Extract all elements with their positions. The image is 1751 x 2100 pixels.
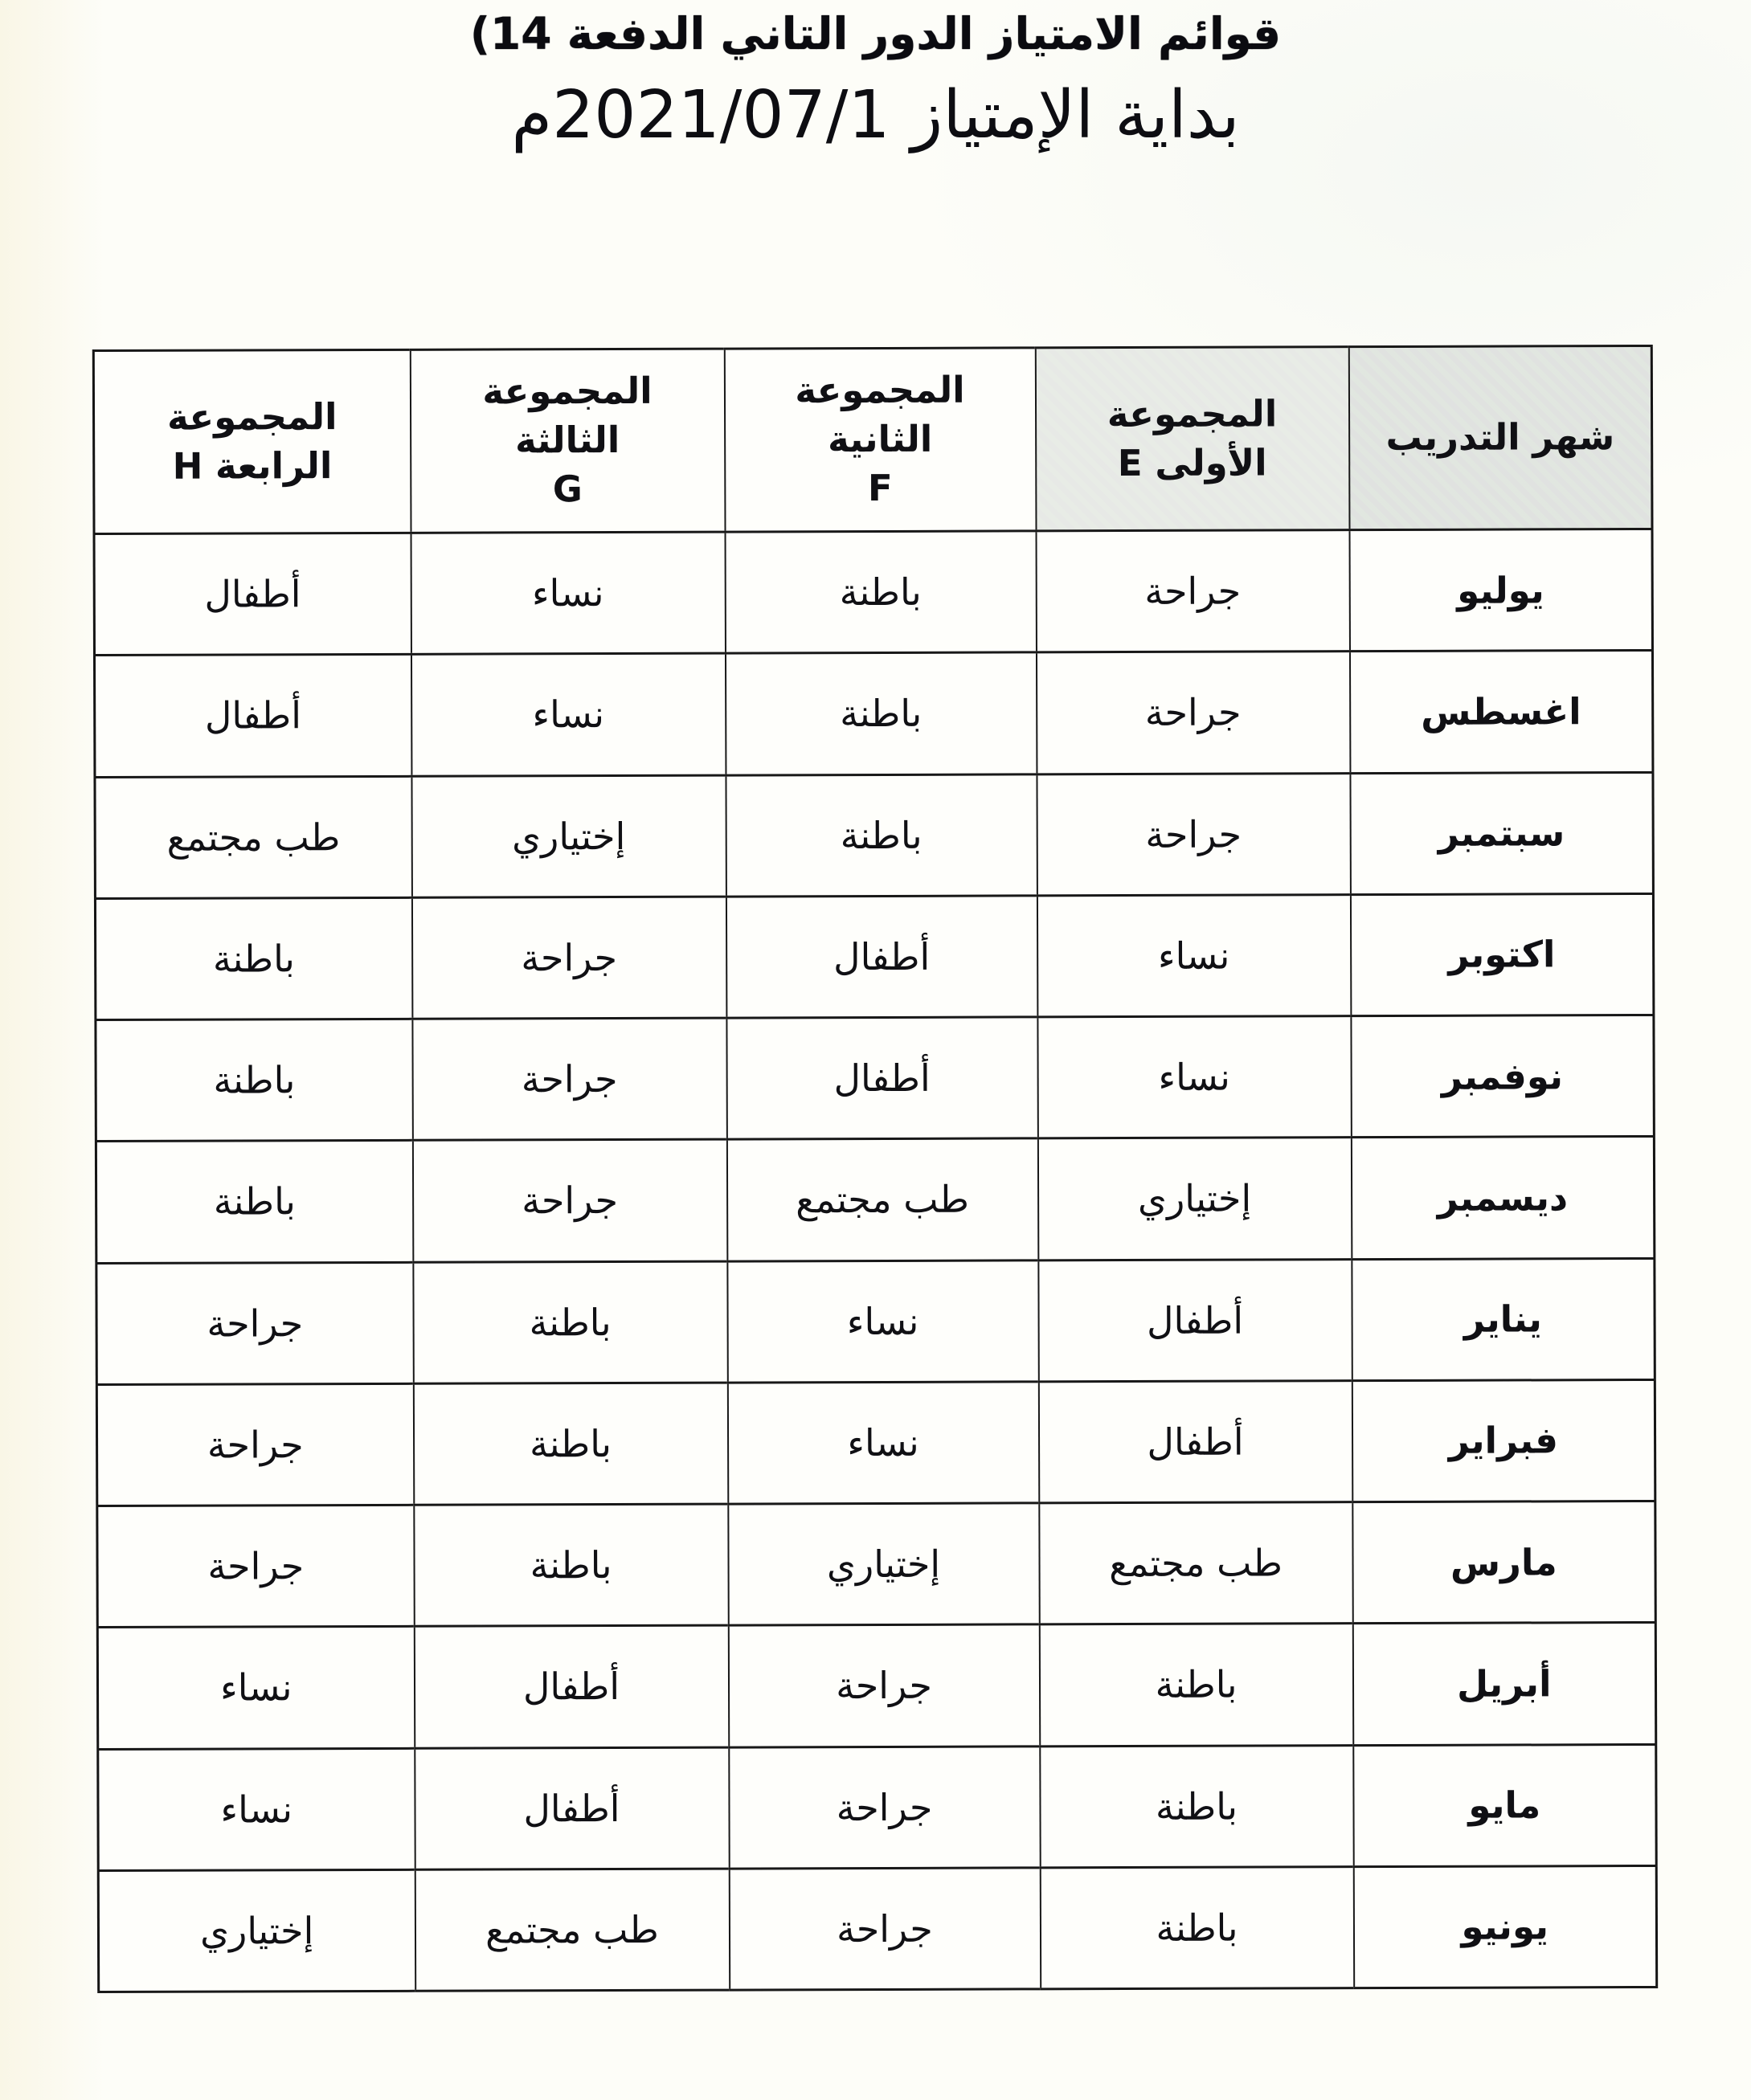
month-cell: يناير [1352,1258,1655,1380]
table-row [98,1865,1656,1992]
schedule-cell: باطنة [725,531,1036,653]
month-cell: اغسطس [1349,651,1652,773]
schedule-cell: جراحة [411,897,726,1019]
month-cell: سبتمبر [1350,772,1653,894]
header-cell-group-h [93,349,411,533]
schedule-cell: باطنة [96,1141,412,1263]
schedule-cell: جراحة [412,1018,726,1140]
table-row [96,1258,1655,1384]
schedule-cell: أطفال [94,533,411,655]
schedule-cell: طب مجتمع [415,1869,729,1991]
schedule-cell: أطفال [415,1747,729,1869]
header-label: G [552,468,583,511]
schedule-cell: باطنة [725,652,1036,774]
schedule-cell: باطنة [1040,1866,1353,1988]
table-row [95,772,1653,898]
schedule-cell: باطنة [96,1019,412,1141]
header-label: الثانية [827,417,933,461]
schedule-cell: إختياري [1037,1138,1351,1260]
schedule-cell: طب مجتمع [95,776,411,898]
table-row [96,1137,1654,1263]
document-title: قوائم الامتياز الدور التاني الدفعة 14) [469,8,1282,59]
header-cell-group-g [410,349,725,533]
table-row [97,1623,1655,1749]
schedule-cell: باطنة [95,897,411,1019]
schedule-cell: طب مجتمع [1039,1502,1352,1624]
table-row [97,1501,1655,1627]
header-label: الأولى E [1117,440,1267,484]
schedule-cell: باطنة [413,1261,727,1383]
schedule-cell: أطفال [414,1625,728,1747]
header-label: المجموعة [482,370,653,413]
month-cell: يونيو [1353,1865,1656,1988]
schedule-cell: أطفال [1038,1380,1352,1502]
schedule-cell: جراحة [96,1383,413,1506]
header-label: شهر التدريب [1385,415,1615,460]
schedule-cell: نساء [727,1260,1038,1382]
document-subtitle: بداية الإمتياز 2021/07/1م [511,77,1240,153]
header-label: الثالثة [514,419,620,462]
schedule-cell: إختياري [728,1503,1039,1625]
month-cell: فبراير [1352,1379,1655,1501]
schedule-cell: أطفال [94,655,411,777]
schedule-cell: جراحة [1036,652,1349,774]
month-cell: اكتوبر [1350,893,1653,1015]
schedule-cell: إختياري [411,775,726,897]
schedule-cell: جراحة [729,1746,1040,1868]
schedule-cell: إختياري [98,1869,415,1992]
month-cell: أبريل [1352,1623,1655,1745]
schedule-cell: نساء [97,1627,414,1749]
schedule-cell: جراحة [728,1624,1039,1747]
header-label: الرابعة H [172,443,333,488]
header-cell-group-e [1035,347,1349,531]
schedule-cell: جراحة [1036,530,1349,652]
schedule-cell: جراحة [97,1505,414,1627]
schedule-cell: نساء [727,1382,1038,1504]
table-row [98,1744,1656,1870]
schedule-cell: جراحة [1037,773,1350,895]
schedule-cell: جراحة [729,1868,1040,1990]
schedule-cell: باطنة [1040,1745,1353,1867]
header-label: المجموعة [167,394,338,439]
month-cell: ديسمبر [1351,1137,1654,1259]
schedule-cell: جراحة [96,1262,413,1384]
header-cell-training-month [1348,345,1652,529]
schedule-cell: نساء [1037,894,1350,1016]
schedule-cell: نساء [411,532,725,654]
schedule-cell: باطنة [414,1504,728,1626]
table-row [94,529,1652,655]
month-cell: يوليو [1349,529,1652,651]
table-row [96,1015,1654,1141]
schedule-cell: باطنة [1039,1624,1352,1746]
month-cell: مارس [1352,1501,1655,1623]
month-cell: نوفمبر [1351,1015,1654,1137]
header-label: F [867,466,893,509]
schedule-cell: باطنة [726,774,1037,896]
schedule-cell: طب مجتمع [726,1138,1037,1260]
schedule-cell: نساء [411,653,725,775]
header-cell-group-f [724,348,1036,532]
schedule-cell: أطفال [726,1017,1037,1139]
internship-rotation-table [92,345,1658,1993]
header-label: المجموعة [795,369,965,412]
table-row [95,893,1653,1019]
schedule-cell: أطفال [726,896,1037,1018]
table-row [96,1379,1655,1506]
schedule-cell: نساء [1037,1016,1351,1138]
table-row [94,651,1652,777]
schedule-cell: جراحة [412,1139,726,1261]
month-cell: مايو [1353,1744,1656,1866]
schedule-cell: أطفال [1038,1259,1352,1381]
schedule-cell: نساء [98,1748,415,1870]
header-label: المجموعة [1107,392,1278,435]
schedule-cell: باطنة [413,1383,727,1505]
header-row [93,345,1652,533]
